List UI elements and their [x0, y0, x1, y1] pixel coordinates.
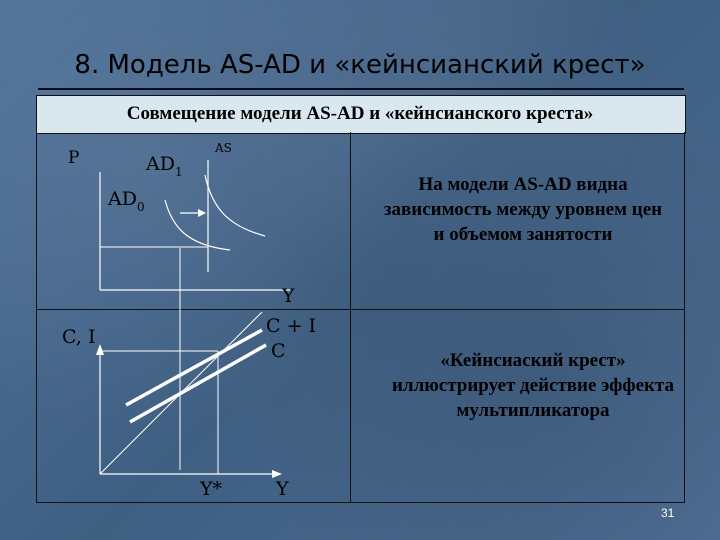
asad-diagram [68, 141, 295, 307]
cross-y-axis-label: C, I [62, 326, 96, 348]
c-line-label: C [271, 340, 286, 362]
table-header: Совмещение модели AS-AD и «кейнсианского креста» [126, 103, 594, 124]
keynesian-cross-description: «Кейнсиаский крест» иллюстрирует действие эффекта мультипликатора [391, 350, 675, 421]
ad1-label: $AD_1$ [146, 153, 183, 179]
asad-y-axis-label: P [68, 148, 80, 168]
cross-y-axis-arrow [96, 344, 104, 355]
shift-arrow-head [198, 209, 206, 217]
ci-line [126, 330, 262, 405]
slide-title: 8. Модель AS-AD и «кейнсианский крест» [74, 50, 646, 80]
asad-x-axis-label: Y [282, 285, 295, 307]
asad-description: На модели AS-AD видна зависимость между уровнем цен и объемом занятости [383, 174, 663, 245]
cross-x-axis-label: Y [276, 478, 289, 500]
c-line [130, 345, 266, 422]
y-star-label: Y* [200, 478, 223, 500]
ci-line-label: C + I [266, 315, 317, 337]
ad0-curve [165, 200, 230, 250]
ad0-label: $AD_0$ [108, 188, 145, 214]
slide-number: 31 [661, 506, 675, 520]
ad1-curve [205, 175, 265, 236]
cross-x-axis-arrow [272, 470, 282, 478]
as-label: AS [215, 141, 232, 155]
